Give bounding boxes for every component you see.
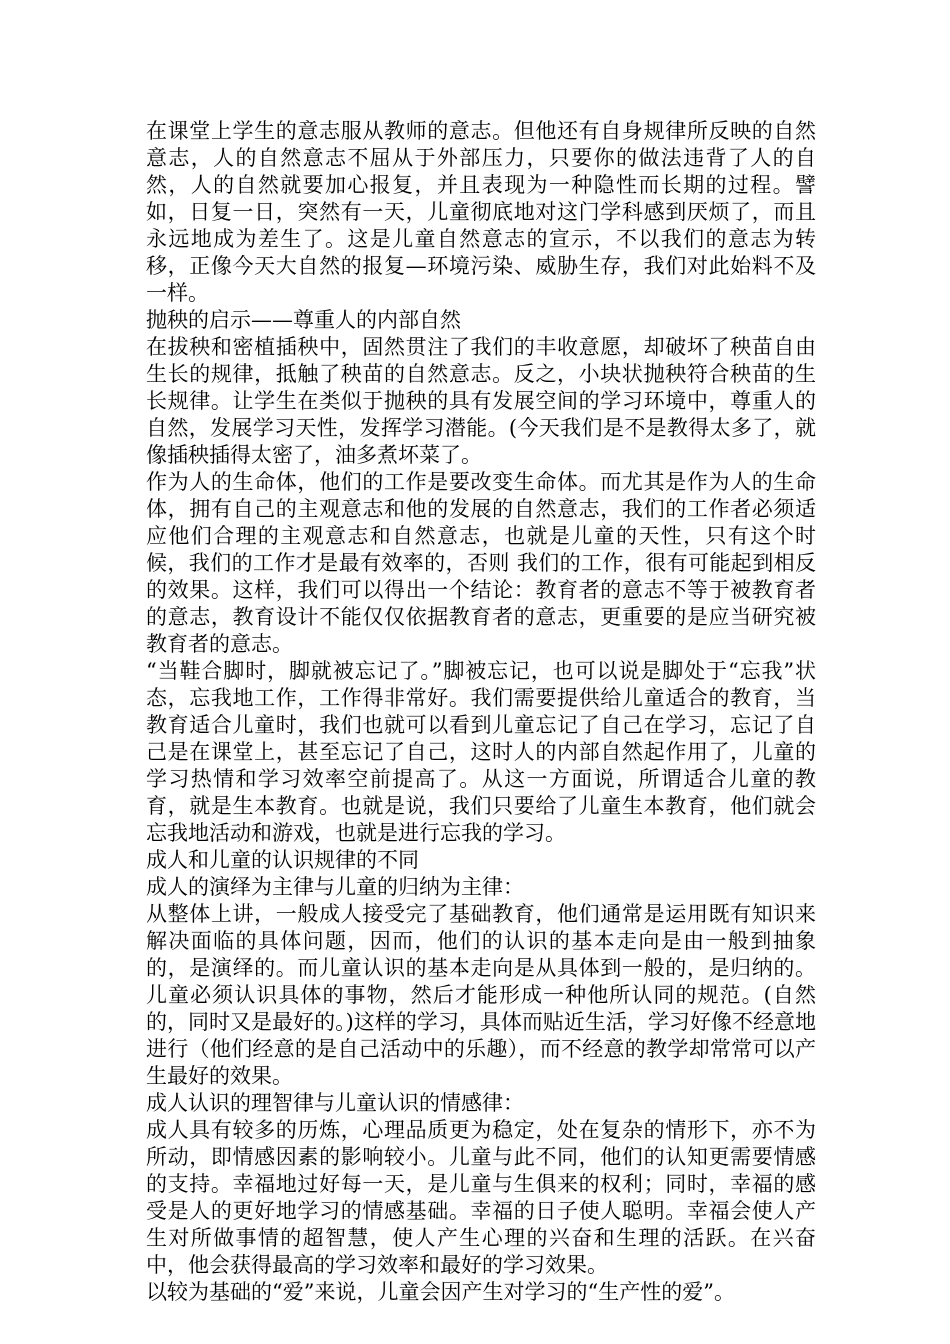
heading-cognitive-differences: 成人和儿童的认识规律的不同 bbox=[146, 848, 419, 872]
subheading-reason-emotion: 成人认识的理智律与儿童认识的情感律： bbox=[146, 1091, 524, 1115]
paragraph-will-obedience: 在课堂上学生的意志服从教师的意志。但他还有自身规律所反映的自然意志，人的自然意志不屈从于外部压力，只要你的做法违背了人的自然，人的自然就要加心报复，并且表现为一种隐性而长期的过程。譬如，日复一日，突然有一天，儿童彻底地对这门学科感到厌烦了，而且永远地成为差生了。这是儿童自然意志的宣示，不以我们的意志为转移，正像今天大自然的报复—环境污染、威胁生存，我们对此始料不及一样。 bbox=[146, 119, 816, 305]
paragraph-deduction-induction: 从整体上讲，一般成人接受完了基础教育，他们通常是运用既有知识来解决面临的具体问题，因而，他们的认识的基本走向是由一般到抽象的，是演绎的。而儿童认识的基本走向是从具体到一般的，是归纳的。儿童必须认识具体的事物，然后才能形成一种他所认同的规范。(自然的，同时又是最好的。)这样的学习，具体而贴近生活，学习好像不经意地进行（他们经意的是自己活动中的乐趣），而不经意的教学却常常可以产生最好的效果。 bbox=[146, 902, 816, 1088]
paragraph-life-body: 作为人的生命体，他们的工作是要改变生命体。而尤其是作为人的生命体，拥有自己的主观意志和他的发展的自然意志，我们的工作者必须适应他们合理的主观意志和自然意志，也就是儿童的天性，只有这个时候，我们的工作才是最有效率的，否则 我们的工作，很有可能起到相反的效果。这样，我们可以得出一个结论：教育者的意志不等于被教育者的意志，教育设计不能仅仅依据教育者的意志，更重要的是应当研究被教育者的意志。 bbox=[146, 470, 816, 656]
paragraph-shoe-fits: “当鞋合脚时，脚就被忘记了。”脚被忘记，也可以说是脚处于“忘我”状态，忘我地工作，工作得非常好。我们需要提供给儿童适合的教育，当教育适合儿童时，我们也就可以看到儿童忘记了自己在学习，忘记了自己是在课堂上，甚至忘记了自己，这时人的内部自然起作用了，儿童的学习热情和学习效率空前提高了。从这一方面说，所谓适合儿童的教育，就是生本教育。也就是说，我们只要给了儿童生本教育，他们就会忘我地活动和游戏，也就是进行忘我的学习。 bbox=[146, 659, 816, 845]
heading-seedling-throwing: 抛秧的启示——尊重人的内部自然 bbox=[146, 308, 461, 332]
document-body bbox=[146, 118, 816, 1306]
subheading-deduction-induction: 成人的演绎为主律与儿童的归纳为主律： bbox=[146, 875, 524, 899]
paragraph-productive-love: 以较为基础的“爱”来说，儿童会因产生对学习的“生产性的爱”。 bbox=[146, 1280, 735, 1304]
paragraph-reason-emotion: 成人具有较多的历炼，心理品质更为稳定，处在复杂的情形下，亦不为所动，即情感因素的影响较小。儿童与此不同，他们的认知更需要情感的支持。幸福地过好每一天，是儿童与生俱来的权利；同时，幸福的感受是人的更好地学习的情感基础。幸福的日子使人聪明。幸福会使人产生对所做事情的超智慧，使人产生心理的兴奋和生理的活跃。在兴奋中，他会获得最高的学习效率和最好的学习效果。 bbox=[146, 1118, 816, 1277]
paragraph-seedling-throwing: 在拔秧和密植插秧中，固然贯注了我们的丰收意愿，却破坏了秧苗自由生长的规律，抵触了秧苗的自然意志。反之，小块状抛秧符合秧苗的生长规律。让学生在类似于抛秧的具有发展空间的学习环境中，尊重人的自然，发展学习天性，发挥学习潜能。(今天我们是不是教得太多了，就像插秧插得太密了，油多煮坏菜了。 bbox=[146, 335, 816, 467]
